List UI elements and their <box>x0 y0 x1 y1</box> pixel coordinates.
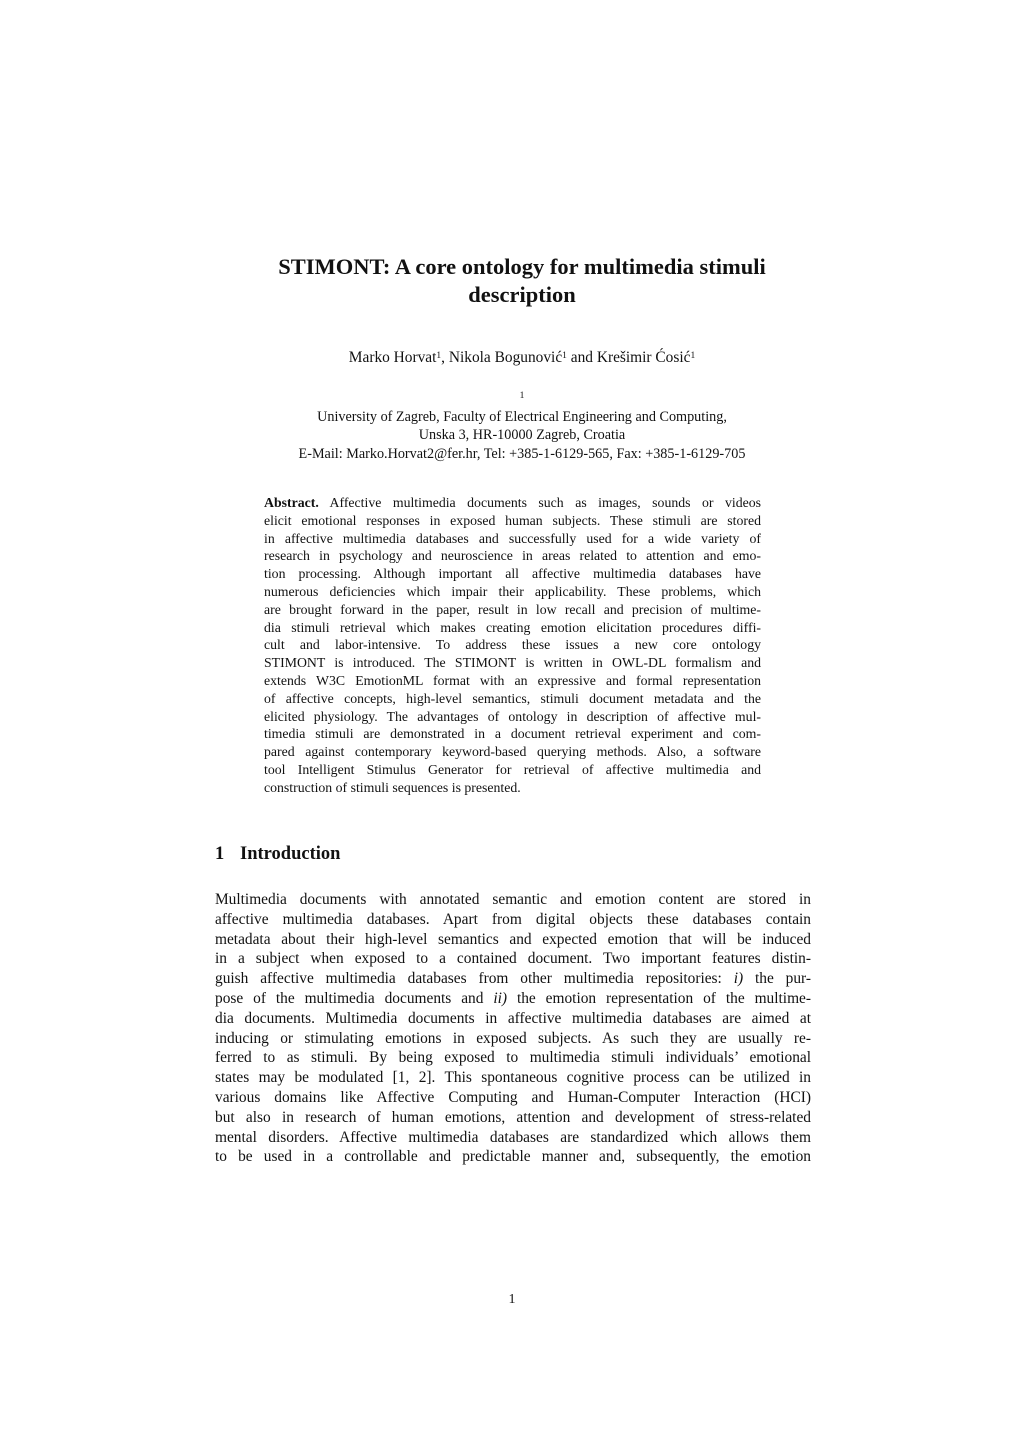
author-2: Nikola Bogunović <box>448 349 563 366</box>
body-line: states may be modulated [1, 2]. This spontaneous cognitive process can be utilized in <box>215 1069 811 1087</box>
section-number: 1 <box>215 844 225 864</box>
body-text: pose of the multimedia documents and <box>215 989 494 1007</box>
abstract-line: construction of stimuli sequences is presented. <box>264 779 521 795</box>
section-title: Introduction <box>240 844 341 864</box>
section-heading-introduction <box>215 842 340 866</box>
abstract-line: timedia stimuli are demonstrated in a document retrieval experiment and com- <box>264 726 761 742</box>
author-list <box>212 348 832 368</box>
affiliation-contact: E-Mail: Marko.Horvat2@fer.hr, Tel: +385-1-6129-565, Fax: +385-1-6129-705 <box>298 445 746 462</box>
list-marker-i: i) <box>733 970 744 988</box>
paper-title <box>212 253 832 309</box>
body-line: to be used in a controllable and predictable manner and, subsequently, the emotion <box>215 1148 811 1166</box>
abstract-line <box>264 494 761 512</box>
body-line: Multimedia documents with annotated semantic and emotion content are stored in <box>215 891 811 908</box>
abstract-line: of affective concepts, high-level semantics, stimuli document metadata and the <box>264 690 761 706</box>
author-3-affil-mark: 1 <box>690 351 696 361</box>
abstract <box>264 494 761 797</box>
paper-title-line-1: STIMONT: A core ontology for multimedia stimuli <box>278 254 766 279</box>
affiliation-institution: University of Zagreb, Faculty of Electrical Engineering and Computing, <box>317 408 727 425</box>
author-3: Krešimir Ćosić <box>596 349 691 366</box>
body-line <box>215 989 811 1009</box>
abstract-line: are brought forward in the paper, result in low recall and precision of multime- <box>264 601 761 617</box>
body-line: various domains like Affective Computing and Human-Computer Interaction (HCI) <box>215 1088 811 1106</box>
body-line: dia documents. Multimedia documents in affective multimedia databases are aimed at <box>215 1009 811 1027</box>
affiliation-block <box>212 389 832 463</box>
body-line: in a subject when exposed to a contained document. Two important features distin- <box>215 950 811 968</box>
author-separator: , <box>441 349 449 366</box>
author-2-affil-mark: 1 <box>562 351 567 361</box>
abstract-line: elicit emotional responses in exposed human subjects. These stimuli are stored <box>264 512 761 528</box>
body-text: the pur- <box>743 970 811 988</box>
abstract-line: pared against contemporary keyword-based querying methods. Also, a software <box>264 744 761 760</box>
body-line: inducing or stimulating emotions in exposed subjects. As such they are usually re- <box>215 1029 811 1047</box>
page-number: 1 <box>508 1292 516 1307</box>
abstract-line: dia stimuli retrieval which makes creating emotion elicitation procedures diffi- <box>264 619 761 635</box>
body-text: the emotion representation of the multime- <box>507 989 811 1007</box>
affiliation-line-1 <box>212 389 832 426</box>
body-line: metadata about their high-level semantics and expected emotion that will be induced <box>215 930 811 948</box>
list-marker-ii: ii) <box>493 989 508 1007</box>
abstract-line: STIMONT is introduced. The STIMONT is written in OWL-DL formalism and <box>264 655 761 671</box>
body-line: affective multimedia databases. Apart from digital objects these databases contain <box>215 910 811 928</box>
author-1-affil-mark: 1 <box>436 351 442 361</box>
body-line: ferred to as stimuli. By being exposed to multimedia stimuli individuals’ emotional <box>215 1049 811 1067</box>
body-line: mental disorders. Affective multimedia databases are standardized which allows them <box>215 1128 811 1146</box>
abstract-text: Affective multimedia documents such as images, sounds or videos <box>318 495 761 510</box>
abstract-line: tool Intelligent Stimulus Generator for retrieval of affective multimedia and <box>264 761 761 777</box>
abstract-label: Abstract. <box>264 495 319 510</box>
abstract-line: numerous deficiencies which impair their applicability. These problems, which <box>264 583 761 599</box>
introduction-body <box>215 890 811 1167</box>
affiliation-address: Unska 3, HR-10000 Zagreb, Croatia <box>418 427 626 443</box>
affiliation-mark: 1 <box>519 391 525 401</box>
abstract-line: research in psychology and neuroscience in areas related to attention and emo- <box>264 548 761 564</box>
body-line <box>215 969 811 989</box>
body-text: guish affective multimedia databases from other multimedia repositories: <box>215 970 734 988</box>
author-1: Marko Horvat <box>348 349 437 366</box>
abstract-line: elicited physiology. The advantages of ontology in description of affective mul- <box>264 708 761 724</box>
abstract-line: tion processing. Although important all affective multimedia databases have <box>264 566 761 582</box>
abstract-line: cult and labor-intensive. To address these issues a new core ontology <box>264 637 761 653</box>
paper-title-line-2: description <box>468 282 576 307</box>
body-line: but also in research of human emotions, attention and development of stress-related <box>215 1108 811 1126</box>
author-separator: and <box>566 349 597 366</box>
abstract-line: extends W3C EmotionML format with an expressive and formal representation <box>264 672 761 688</box>
abstract-line: in affective multimedia databases and successfully used for a wide variety of <box>264 530 761 546</box>
